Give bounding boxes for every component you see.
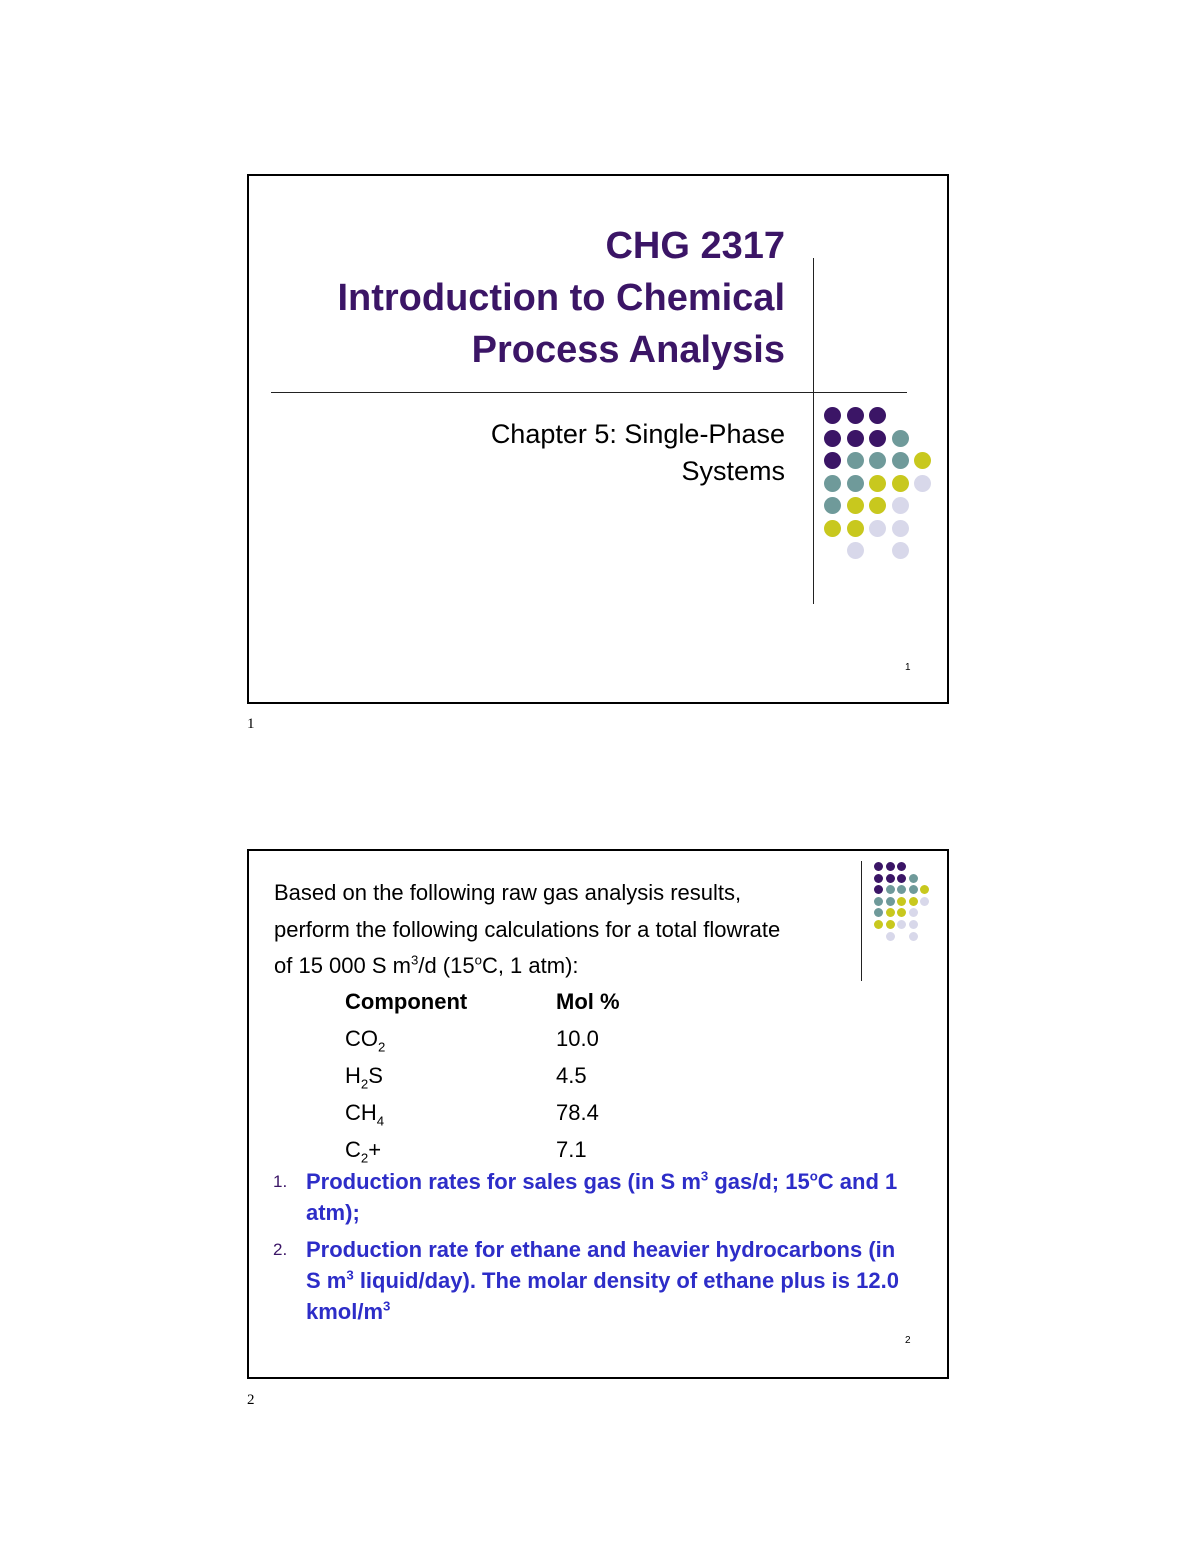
decorative-dot	[897, 885, 906, 894]
decorative-dot	[897, 897, 906, 906]
decorative-dot	[874, 874, 883, 883]
decorative-dot	[909, 885, 918, 894]
decorative-dot	[869, 430, 886, 447]
decorative-dot	[869, 497, 886, 514]
decorative-dot	[886, 897, 895, 906]
decorative-dot	[874, 908, 883, 917]
slide-subtitle	[491, 416, 785, 490]
decorative-dot	[824, 452, 841, 469]
component-name: $C_2+$	[345, 1137, 382, 1166]
decorative-dot	[874, 862, 883, 871]
intro-line-2: perform the following calculations for a total flowrate	[274, 916, 781, 942]
decorative-dot	[897, 920, 906, 929]
component-name: $CH_4$	[345, 1100, 385, 1129]
decorative-dot	[886, 862, 895, 871]
question-list	[271, 1166, 911, 1333]
decorative-dot	[869, 452, 886, 469]
decorative-dot	[874, 920, 883, 929]
decorative-dot	[847, 520, 864, 537]
question-item: 2. Production rate for ethane and heavier hydrocarbons (in S $m^3$ liquid/day). The molar density of ethane plus is 12.0 kmol/$m^3$	[271, 1234, 911, 1327]
decorative-dot	[886, 908, 895, 917]
decorative-dot	[874, 885, 883, 894]
mol-percent: 7.1	[556, 1137, 587, 1162]
decorative-dot	[909, 920, 918, 929]
title-line-2: Introduction to Chemical	[337, 277, 785, 319]
intro-line-3: of 15 000 S $m^3/d$ (15$^o$C, 1 atm):	[274, 952, 579, 978]
question-number: 1.	[273, 1172, 288, 1191]
decorative-dot	[869, 407, 886, 424]
component-name: $H_2S$	[345, 1063, 383, 1092]
decorative-dot	[892, 520, 909, 537]
decorative-dot	[874, 897, 883, 906]
decorative-dot	[824, 407, 841, 424]
slide-2	[247, 849, 949, 1379]
slide-1	[247, 174, 949, 704]
decorative-dot	[886, 932, 895, 941]
decorative-dot	[897, 874, 906, 883]
page-number: 2	[247, 1392, 255, 1408]
mol-percent: 4.5	[556, 1063, 587, 1088]
title-line-3: Process Analysis	[471, 329, 785, 371]
header-component: Component	[345, 989, 468, 1014]
decorative-dot	[909, 908, 918, 917]
decorative-dot	[909, 932, 918, 941]
question-number: 2.	[273, 1240, 288, 1259]
slide-title	[337, 220, 785, 376]
decorative-dot	[920, 885, 929, 894]
header-mol-percent: Mol %	[556, 989, 620, 1014]
decorative-dot	[886, 920, 895, 929]
title-course-code: CHG 2317	[605, 225, 785, 267]
decorative-dot	[824, 497, 841, 514]
subtitle-line-2: Systems	[681, 456, 785, 486]
decorative-dot	[914, 452, 931, 469]
component-name: $CO_2$	[345, 1026, 386, 1055]
decorative-dot	[892, 452, 909, 469]
decorative-dot	[847, 475, 864, 492]
decorative-dot	[909, 874, 918, 883]
decorative-dot	[869, 520, 886, 537]
horizontal-divider	[271, 392, 907, 393]
question-item: 1. Production rates for sales gas (in S $m^3$ gas/d; 15$^o$C and 1 atm);	[271, 1166, 911, 1228]
decorative-dot	[920, 897, 929, 906]
decorative-dot	[847, 497, 864, 514]
decorative-dot	[886, 874, 895, 883]
decorative-dot	[847, 430, 864, 447]
decorative-dot	[909, 897, 918, 906]
page-number: 1	[247, 716, 255, 732]
decorative-dot	[892, 475, 909, 492]
decorative-dot	[847, 542, 864, 559]
decorative-dot	[847, 407, 864, 424]
vertical-divider	[861, 861, 862, 981]
decorative-dot	[824, 520, 841, 537]
decorative-dot	[892, 497, 909, 514]
decorative-dot	[886, 885, 895, 894]
slide-number: 1	[905, 662, 911, 673]
decorative-dot	[892, 430, 909, 447]
decorative-dot	[847, 452, 864, 469]
decorative-dot	[824, 475, 841, 492]
decorative-dot	[869, 475, 886, 492]
decorative-dot	[892, 542, 909, 559]
mol-percent: 78.4	[556, 1100, 599, 1125]
slide-number: 2	[905, 1335, 911, 1346]
decorative-dot	[914, 475, 931, 492]
decorative-dot	[824, 430, 841, 447]
subtitle-line-1: Chapter 5: Single-Phase	[490, 419, 785, 449]
vertical-divider	[813, 258, 814, 604]
mol-percent: 10.0	[556, 1026, 599, 1051]
decorative-dot	[897, 908, 906, 917]
intro-line-1: Based on the following raw gas analysis results,	[274, 880, 742, 905]
decorative-dot	[897, 862, 906, 871]
problem-statement	[274, 875, 780, 985]
